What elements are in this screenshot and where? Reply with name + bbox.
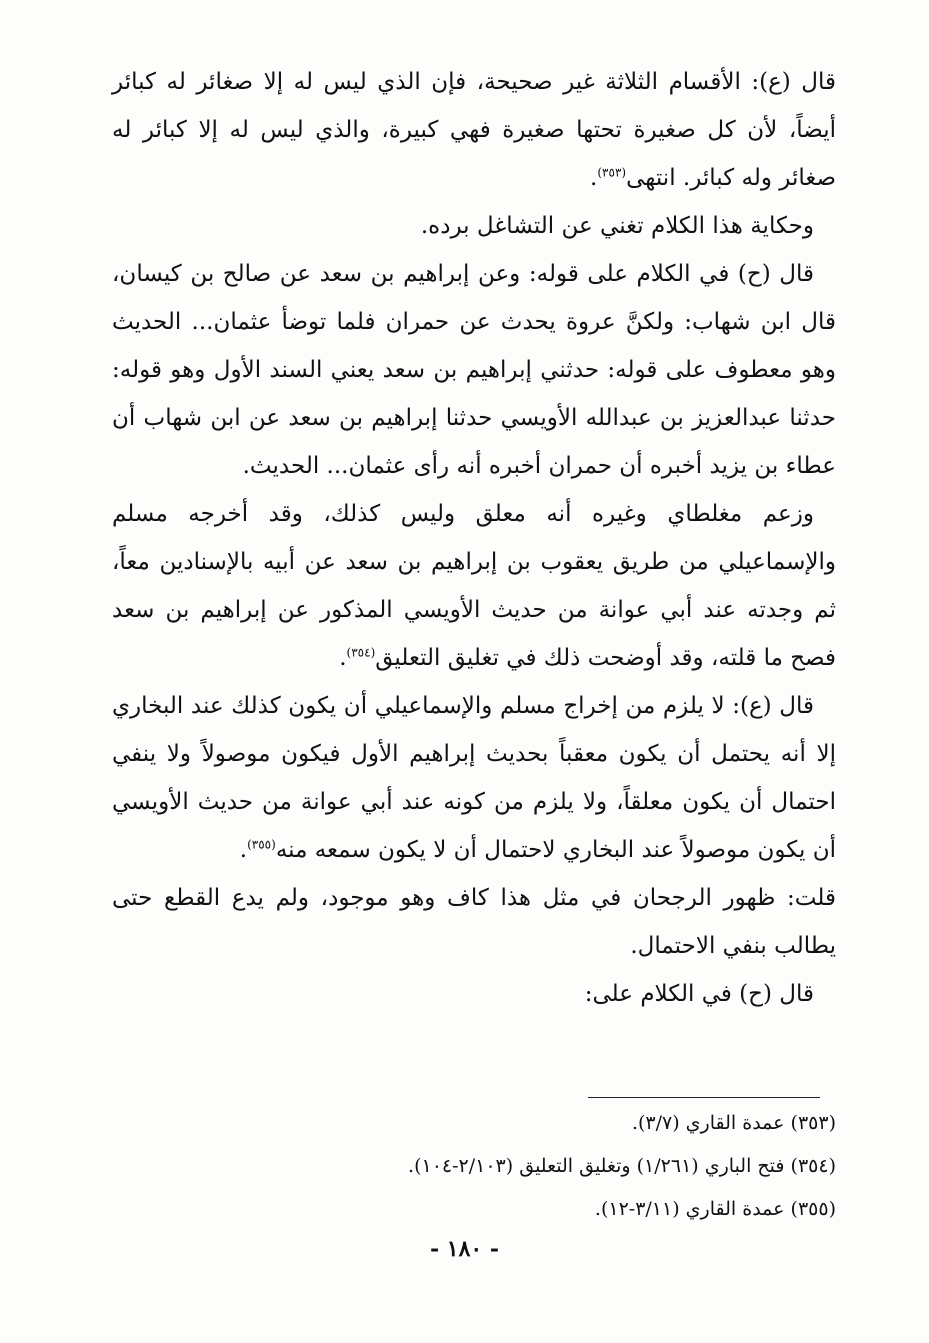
paragraph-text: وحكاية هذا الكلام تغني عن التشاغل برده. — [420, 213, 814, 239]
paragraph-text: قال (ح) في الكلام على: — [584, 981, 814, 1007]
paragraph-end: . — [239, 837, 248, 863]
paragraph-1 — [112, 58, 836, 202]
paragraph-end: . — [590, 165, 598, 191]
main-text — [112, 58, 836, 1018]
paragraph-end: . — [339, 645, 347, 671]
page-number: - ١٨٠ - — [429, 1236, 500, 1262]
paragraph-text: قال (ح) في الكلام على قوله: وعن إبراهيم بن سعد عن صالح بن كيسان، قال ابن شهاب: ولكنَّ عروة يحدث عن حمران فلما توضأ عثمان... الحديث وهو معطوف على قوله: حدثني إبراهيم بن سعد يعني السند الأول وهو قوله: حدثنا عبدالعزيز بن عبدالله الأويسي حدثنا إبراهيم بن سعد عن ابن شهاب أن عطاء بن يزيد أخبره أن حمران أخبره أنه رأى عثمان... الحديث. — [112, 261, 836, 479]
paragraph-6 — [112, 874, 836, 970]
footnote-reference-353: (٣٥٣) — [597, 165, 627, 180]
footnote-353: (٣٥٣) عمدة القاري (٣/٧). — [631, 1112, 836, 1134]
paragraph-5 — [112, 682, 836, 874]
paragraph-7 — [112, 970, 836, 1018]
footnote-reference-355: (٣٥٥) — [247, 837, 276, 852]
paragraph-text: قلت: ظهور الرجحان في مثل هذا كاف وهو موجود، ولم يدع القطع حتى يطالب بنفي الاحتمال. — [112, 885, 836, 959]
footnote-reference-354: (٣٥٤) — [346, 645, 376, 660]
paragraph-text: قال (ع): لا يلزم من إخراج مسلم والإسماعيلي أن يكون كذلك عند البخاري إلا أنه يحتمل أن يكون معقباً بحديث إبراهيم الأول فيكون موصولاً ولا ينفي احتمال أن يكون معلقاً، ولا يلزم من كونه عند أبي عوانة من حديث الأويسي أن يكون موصولاً عند البخاري لاحتمال أن لا يكون سمعه منه — [112, 693, 836, 863]
paragraph-3 — [112, 250, 836, 490]
footnote-354: (٣٥٤) فتح الباري (١/٢٦١) وتغليق التعليق (٢/١٠٣-١٠٤). — [408, 1155, 836, 1177]
paragraph-4 — [112, 490, 836, 682]
footnote-divider — [588, 1097, 820, 1098]
footnotes — [112, 1102, 836, 1231]
paragraph-text: قال (ع): الأقسام الثلاثة غير صحيحة، فإن الذي ليس له إلا صغائر له كبائر أيضاً، لأن كل صغيرة تحتها صغيرة فهي كبيرة، والذي ليس له إلا كبائر له صغائر وله كبائر. انتهى — [112, 69, 836, 191]
paragraph-2 — [112, 202, 836, 250]
footnote-355: (٣٥٥) عمدة القاري (٣/١١-١٢). — [594, 1198, 836, 1220]
paragraph-text: وزعم مغلطاي وغيره أنه معلق وليس كذلك، وقد أخرجه مسلم والإسماعيلي من طريق يعقوب بن إبراهيم بن سعد عن أبيه بالإسنادين معاً، ثم وجدته عند أبي عوانة من حديث الأويسي المذكور عن إبراهيم بن سعد فصح ما قلته، وقد أوضحت ذلك في تغليق التعليق — [112, 501, 836, 671]
